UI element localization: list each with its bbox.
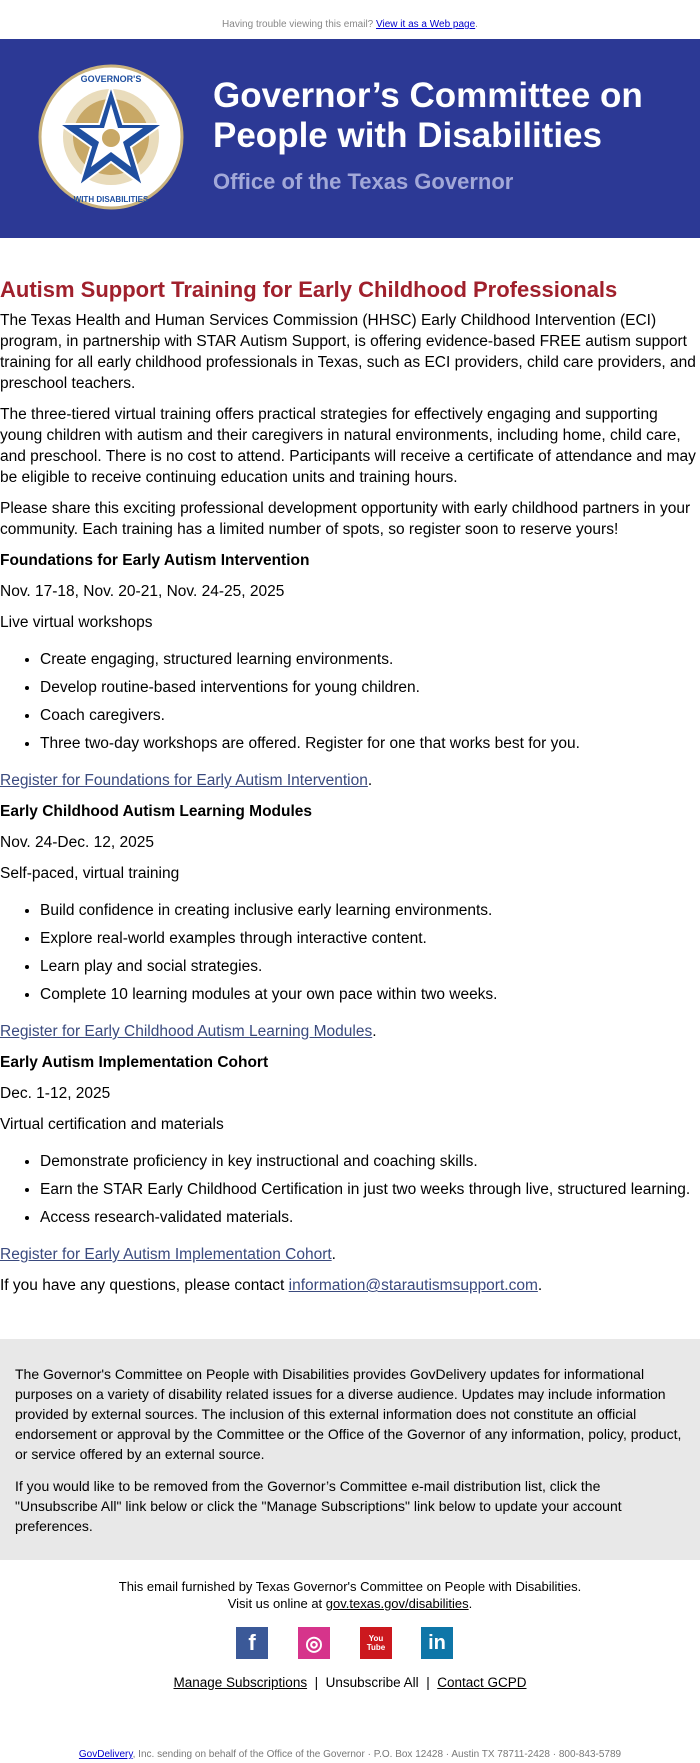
- view-web-page-link[interactable]: View it as a Web page: [376, 19, 476, 30]
- intro-paragraph: The three-tiered virtual training offers practical strategies for effectively engaging and supporting young children with autism and their caregivers in natural environments, including home, child care, and preschool. There is no cost to attend. Participants will receive a certificate of attendance and may be eligible to receive continuing education units and training hours.: [0, 406, 696, 486]
- facebook-icon[interactable]: f: [236, 1627, 268, 1659]
- section-dates: Nov. 24-Dec. 12, 2025: [0, 834, 154, 851]
- section-bullets: [40, 900, 700, 1005]
- list-item: • Coach caregivers.: [40, 705, 700, 726]
- footer-line: This email furnished by Texas Governor's Committee on People with Disabilities.: [118, 1579, 582, 1594]
- list-item: • Earn the STAR Early Childhood Certification in just two weeks through live, structured learning.: [40, 1179, 700, 1200]
- article-title: Autism Support Training for Early Childhood Professionals: [0, 277, 618, 302]
- period: .: [331, 1246, 336, 1263]
- footer-links: [0, 1675, 700, 1690]
- register-line: [0, 1244, 700, 1265]
- contact-text: If you have any questions, please contact: [0, 1277, 289, 1294]
- section-format: Live virtual workshops: [0, 614, 153, 631]
- section-format: Virtual certification and materials: [0, 1116, 224, 1133]
- section-heading: Foundations for Early Autism Intervention: [0, 552, 310, 569]
- banner-title: [213, 76, 643, 156]
- list-item: • Explore real-world examples through interactive content.: [40, 928, 700, 949]
- register-line: [0, 770, 700, 791]
- section-bullets: [40, 1151, 700, 1228]
- disclaimer-box: [0, 1339, 700, 1560]
- register-modules-link[interactable]: Register for Early Childhood Autism Learning Modules: [0, 1023, 373, 1040]
- list-item: • Learn play and social strategies.: [40, 956, 700, 977]
- section-dates: Dec. 1-12, 2025: [0, 1085, 111, 1102]
- footer-info: [0, 1578, 700, 1612]
- title-line-1: Governor’s Committee on: [213, 76, 643, 115]
- list-item: • Develop routine-based interventions for young children.: [40, 677, 700, 698]
- instagram-icon[interactable]: ◎: [298, 1627, 330, 1659]
- footer-visit-line: [0, 1595, 700, 1612]
- header-banner: [0, 39, 700, 238]
- manage-subscriptions-link[interactable]: Manage Subscriptions: [173, 1675, 308, 1690]
- svg-text:WITH DISABILITIES: WITH DISABILITIES: [73, 195, 149, 204]
- social-icons: [0, 1627, 700, 1659]
- banner-subtitle: Office of the Texas Governor: [213, 169, 514, 194]
- period: .: [372, 1023, 377, 1040]
- youtube-icon[interactable]: You Tube: [360, 1627, 392, 1659]
- svg-text:GOVERNOR'S: GOVERNOR'S: [80, 74, 142, 84]
- period: .: [367, 772, 373, 789]
- separator: |: [314, 1675, 319, 1690]
- contact-email-link[interactable]: information@starautismsupport.com: [288, 1277, 538, 1294]
- section-heading: Early Autism Implementation Cohort: [0, 1054, 269, 1071]
- govdelivery-link[interactable]: GovDelivery: [78, 1749, 133, 1760]
- list-item: • Complete 10 learning modules at your own pace within two weeks.: [40, 984, 700, 1005]
- period: .: [468, 1596, 473, 1611]
- section-bullets: [40, 649, 700, 754]
- section-dates: Nov. 17-18, Nov. 20-21, Nov. 24-25, 2025: [0, 583, 285, 600]
- section-heading: Early Childhood Autism Learning Modules: [0, 803, 313, 820]
- list-item: • Access research-validated materials.: [40, 1207, 700, 1228]
- sender-address: , Inc. sending on behalf of the Office of the Governor · P.O. Box 12428 · Austin TX 78711-2428 · 800-843-5789: [132, 1749, 622, 1760]
- article: [0, 276, 700, 1306]
- note-text: Having trouble viewing this email?: [222, 19, 377, 30]
- period: .: [537, 1277, 543, 1294]
- intro-paragraph: Please share this exciting professional development opportunity with early childhood partners in your community. Each training has a limited number of spots, so register soon to reserve yours!: [0, 500, 691, 538]
- title-line-2: People with Disabilities: [213, 116, 602, 155]
- register-line: [0, 1021, 700, 1042]
- contact-gcpd-link[interactable]: Contact GCPD: [437, 1675, 527, 1690]
- intro-paragraph: The Texas Health and Human Services Commission (HHSC) Early Childhood Intervention (ECI) program, in partnership with STAR Autism Support, is offering evidence-based FREE autism support training for all early childhood professionals in Texas, such as ECI providers, child care providers, and preschool teachers.: [0, 312, 696, 392]
- unsubscribe-all-link[interactable]: Unsubscribe All: [325, 1675, 419, 1690]
- unsubscribe-paragraph: If you would like to be removed from the Governor’s Committee e-mail distribution list, click the "Unsubscribe All" link below or click the "Manage Subscriptions" link below to update your account preferences.: [15, 1478, 622, 1534]
- sender-info: [0, 1749, 700, 1760]
- section-format: Self-paced, virtual training: [0, 865, 180, 882]
- register-foundations-link[interactable]: Register for Foundations for Early Autism Intervention: [0, 772, 368, 789]
- web-view-note: [0, 19, 700, 30]
- list-item: • Build confidence in creating inclusive early learning environments.: [40, 900, 700, 921]
- website-link[interactable]: gov.texas.gov/disabilities: [325, 1596, 469, 1611]
- linkedin-icon[interactable]: in: [421, 1627, 453, 1659]
- list-item: • Demonstrate proficiency in key instructional and coaching skills.: [40, 1151, 700, 1172]
- list-item: • Create engaging, structured learning environments.: [40, 649, 700, 670]
- disclaimer-paragraph: The Governor's Committee on People with Disabilities provides GovDelivery updates for informational purposes on a variety of disability related issues for a diverse audience. Updates may include information provided by external sources. The inclusion of this external information does not constitute an official endorsement or approval by the Committee or the Office of the Governor of any information, policy, product, or service offered by an external source.: [15, 1366, 682, 1462]
- visit-text: Visit us online at: [227, 1596, 326, 1611]
- register-cohort-link[interactable]: Register for Early Autism Implementation Cohort: [0, 1246, 332, 1263]
- note-suffix: .: [475, 19, 478, 30]
- committee-seal-logo: [38, 64, 184, 210]
- list-item: • Three two-day workshops are offered. Register for one that works best for you.: [40, 733, 700, 754]
- separator: |: [426, 1675, 430, 1690]
- contact-line: [0, 1275, 700, 1296]
